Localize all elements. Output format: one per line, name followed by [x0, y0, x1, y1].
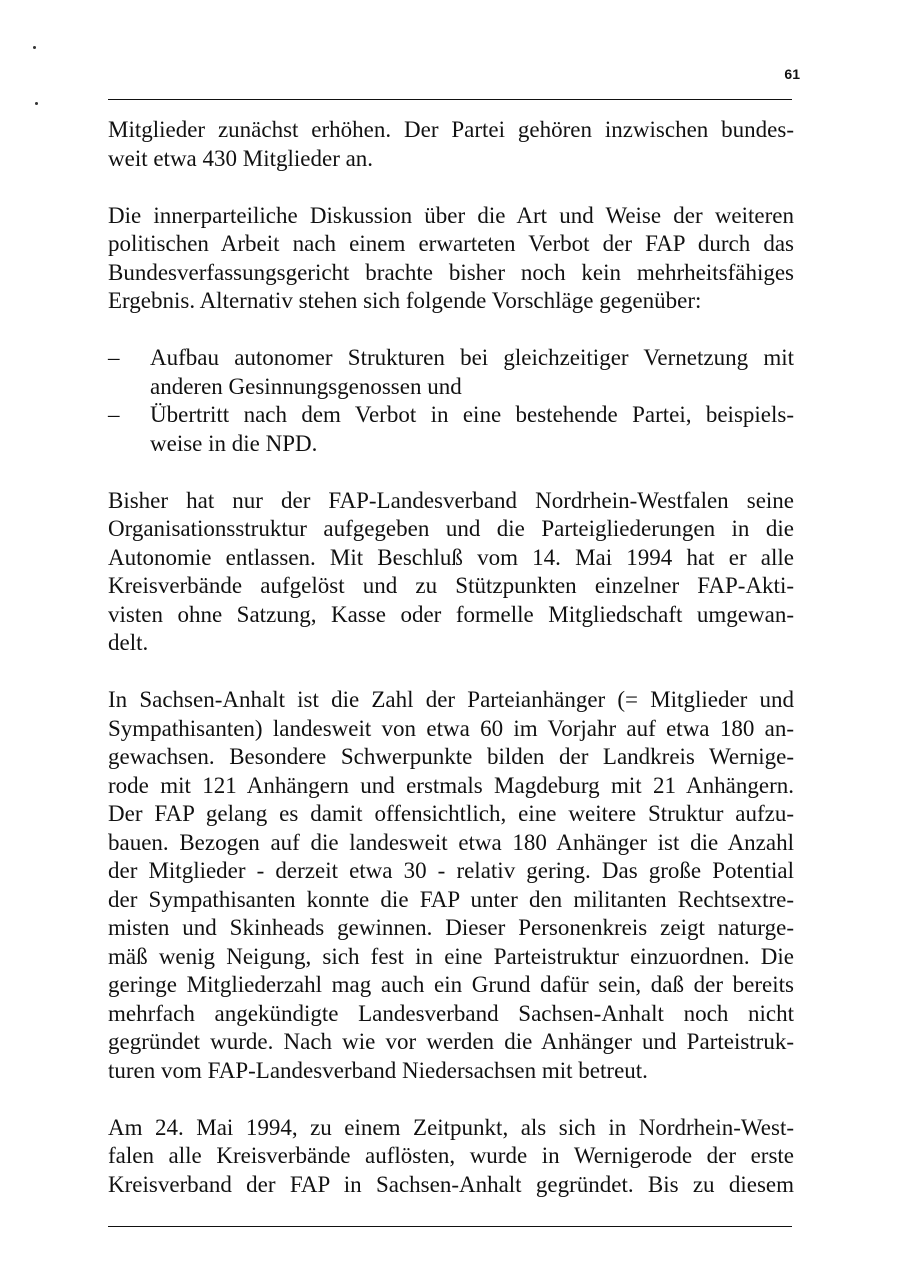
- text-line: Am 24. Mai 1994, zu einem Zeitpunkt, als sich in Nordrhein-West-: [108, 1114, 794, 1140]
- paragraph-1: [108, 116, 794, 173]
- text-line: Die innerparteiliche Diskussion über die Art und Weise der weiteren: [108, 202, 794, 228]
- scan-mark: [33, 46, 36, 49]
- text-line: Autonomie entlassen. Mit Beschluß vom 14. Mai 1994 hat er alle: [108, 544, 794, 570]
- text-line: Kreisverband der FAP in Sachsen-Anhalt gegründet. Bis zu diesem: [108, 1171, 794, 1197]
- list-item: [108, 344, 794, 401]
- text-line: visten ohne Satzung, Kasse oder formelle Mitgliedschaft umgewan-: [108, 601, 794, 627]
- text-line: gewachsen. Besondere Schwerpunkte bilden der Landkreis Wernige-: [108, 744, 794, 769]
- paragraph-5: [108, 1114, 794, 1200]
- paragraph-2: [108, 202, 794, 316]
- text-line: der Mitglieder - derzeit etwa 30 - relativ gering. Das große Potential: [108, 858, 794, 883]
- text-line: gegründet wurde. Nach wie vor werden die Anhänger und Parteistruk-: [108, 1029, 794, 1054]
- text-line: Bundesverfassungsgericht brachte bisher noch kein mehrheitsfähiges: [108, 259, 794, 285]
- list-item-text: [150, 344, 794, 401]
- scan-mark: [35, 102, 38, 105]
- text-line: bauen. Bezogen auf die landesweit etwa 180 Anhänger ist die Anzahl: [108, 829, 794, 855]
- text-line: In Sachsen-Anhalt ist die Zahl der Parteianhänger (= Mitglieder und: [108, 687, 794, 712]
- list-item-text: [150, 401, 794, 458]
- text-line: Ergebnis. Alternativ stehen sich folgende Vorschläge gegenüber:: [108, 288, 702, 313]
- text-line: rode mit 121 Anhängern und erstmals Magdeburg mit 21 Anhängern.: [108, 772, 794, 798]
- text-line: Kreisverbände aufgelöst und zu Stützpunkten einzelner FAP-Akti-: [108, 573, 794, 598]
- paragraph-3: [108, 487, 794, 658]
- text-line: weise in die NPD.: [150, 430, 318, 456]
- text-line: Sympathisanten) landesweit von etwa 60 im Vorjahr auf etwa 180 an-: [108, 715, 794, 741]
- text-line: der Sympathisanten konnte die FAP unter den militanten Rechtsextre-: [108, 886, 794, 912]
- text-line: Übertritt nach dem Verbot in eine bestehende Partei, beispiels-: [150, 402, 794, 427]
- header-rule: [108, 99, 792, 100]
- text-line: geringe Mitgliederzahl mag auch ein Grund dafür sein, daß der bereits: [108, 972, 794, 997]
- text-line: mäß wenig Neigung, sich fest in eine Parteistruktur einzuordnen. Die: [108, 943, 794, 969]
- text-line: turen vom FAP-Landesverband Niedersachsen mit betreut.: [108, 1057, 648, 1083]
- text-line: Organisationsstruktur aufgegeben und die Parteigliederungen in die: [108, 516, 794, 541]
- dash-bullet: –: [108, 345, 120, 370]
- document-body: [108, 116, 794, 1228]
- text-line: Aufbau autonomer Strukturen bei gleichzeitiger Vernetzung mit: [150, 345, 794, 370]
- dash-bullet: –: [108, 402, 120, 427]
- text-line: delt.: [108, 630, 149, 655]
- text-line: falen alle Kreisverbände auflösten, wurde in Wernigerode der erste: [108, 1143, 794, 1168]
- text-line: mehrfach angekündigte Landesverband Sachsen-Anhalt noch nicht: [108, 1000, 794, 1026]
- text-line: Mitglieder zunächst erhöhen. Der Partei gehören inzwischen bundes-: [108, 117, 794, 142]
- text-line: Der FAP gelang es damit offensichtlich, eine weitere Struktur aufzu-: [108, 801, 794, 826]
- text-line: weit etwa 430 Mitglieder an.: [108, 145, 374, 171]
- footer-rule: [108, 1226, 792, 1227]
- dash-list: [108, 344, 794, 458]
- page-number: 61: [784, 66, 800, 82]
- paragraph-4: [108, 686, 794, 1085]
- text-line: anderen Gesinnungsgenossen und: [150, 373, 462, 399]
- text-line: politischen Arbeit nach einem erwarteten Verbot der FAP durch das: [108, 231, 794, 256]
- text-line: misten und Skinheads gewinnen. Dieser Personenkreis zeigt naturge-: [108, 915, 794, 940]
- text-line: Bisher hat nur der FAP-Landesverband Nordrhein-Westfalen seine: [108, 487, 794, 513]
- list-item: [108, 401, 794, 458]
